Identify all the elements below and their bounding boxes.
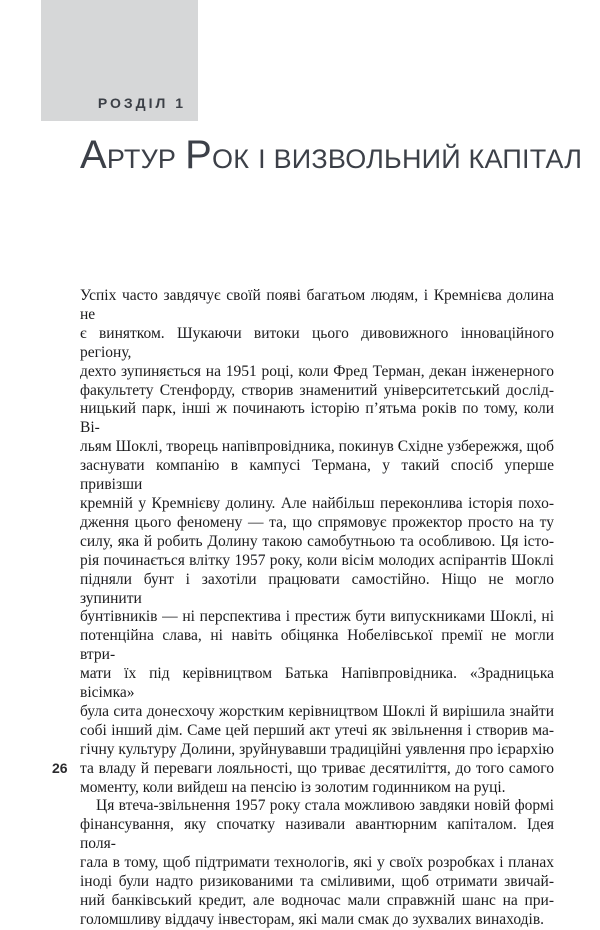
title-smallcaps: РТУР [106,144,177,174]
text-line: фінансування, яку спочатку називали авантюрним капіталом. Ідея поля- [80,816,554,853]
text-line: мати їх під керівництвом Батька Напівпровідника. «Зрадницька вісімка» [80,665,554,702]
text-line: гала в тому, щоб підтримати технологів, які у своїх розробках і планах [80,854,554,872]
text-line: потенційна слава, ні навіть обіцянка Нобелівської премії не могли втри- [80,627,554,664]
title-initial: А [80,133,107,177]
text-line: була сита донесхочу жорстким керівництвом Шоклі й вирішила знайти [80,702,554,720]
text-line: Ця втеча-звільнення 1957 року стала можливою завдяки новій формі [96,797,554,815]
text-line: гічну культуру Долини, зруйнувавши традиційні уявлення про ієрархію [80,740,554,758]
text-line: заснувати компанію в кампусі Термана, у такий спосіб уперше привізши [80,457,554,494]
chapter-title [80,131,582,183]
text-line: підняли бунт і захотіли працювати самостійно. Ніщо не могло зупинити [80,570,554,607]
text-line: силу, яка й робить Долину такою самобутньою та особливою. Ця істо- [80,532,554,550]
text-line: дехто зупиняється на 1951 році, коли Фред Терман, декан інженерного [80,362,554,380]
text-line: іноді були надто ризикованими та сміливими, щоб отримати звичай- [80,873,554,891]
chapter-box [41,0,198,121]
text-line: кремній у Кремнієву долину. Але найбільш переконлива історія похо- [80,494,554,512]
page-number: 26 [52,760,68,776]
paragraph [80,797,554,929]
title-smallcaps: ОК [212,144,250,174]
paragraph [80,287,554,797]
text-line: голомшливу віддачу інвесторам, які мали смак до зухвалих винаходів. [80,910,545,928]
title-word [185,133,250,177]
text-line: ницький парк, інші ж починають історію п’ятьма років по тому, коли Ві- [80,400,554,437]
text-line: льям Шоклі, творець напівпровідника, покинув Східне узбережжя, щоб [80,438,555,456]
title-smallcaps: І ВИЗВОЛЬНИЙ КАПІТАЛ [258,144,583,174]
title-word [80,133,177,177]
text-line: ний банківський кредит, але водночас мали справжній шанс на при- [80,892,554,909]
text-line: рія починається влітку 1957 року, коли вісім молодих аспірантів Шоклі [80,551,554,569]
text-line: та владу й переваги лояльності, що триває десятиліття, до того самого [80,759,554,777]
chapter-label: РОЗДІЛ 1 [97,95,186,111]
text-line: Успіх часто завдячує своїй появі багатьом людям, і Кремнієва долина не [80,287,554,323]
body-text [80,287,554,930]
text-line: собі інший дім. Саме цей перший акт утечі як звільнення і створив ма- [80,721,554,739]
title-initial: Р [185,133,213,177]
text-line: факультету Стенфорду, створив знаменитий університетський дослід- [80,381,554,399]
title-word [258,139,582,175]
text-line: дження цього феномену — та, що спрямовує прожектор просто на ту [80,513,554,531]
text-line: бунтівників — ні перспектива і престиж бути випускниками Шоклі, ні [80,608,554,626]
text-line: моменту, коли вийдеш на пенсію із золотим годинником на руці. [80,778,506,796]
text-line: є винятком. Шукаючи витоки цього дивовижного інноваційного регіону, [80,324,554,361]
